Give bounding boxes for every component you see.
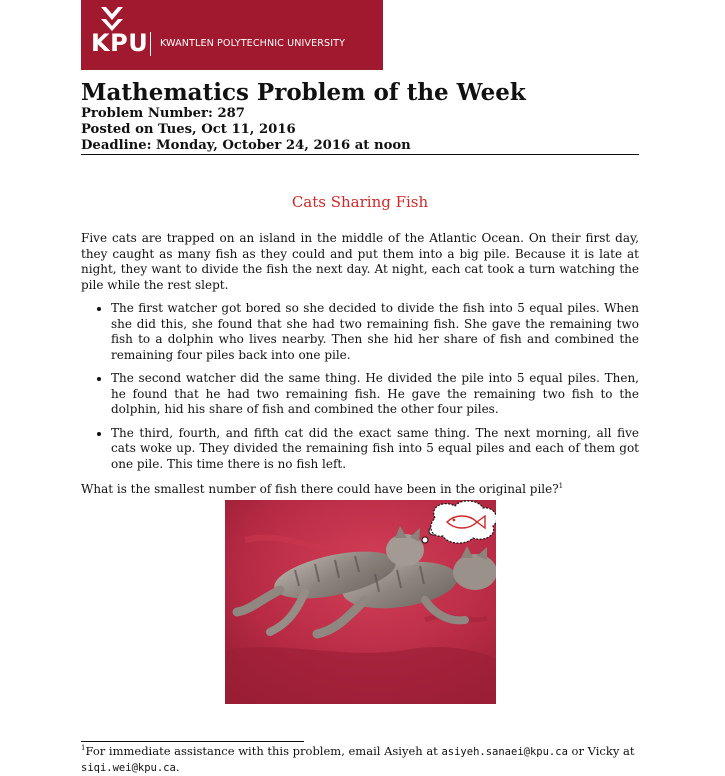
problem-body [81,231,639,498]
sleeping-cats-photo [225,500,496,704]
email-link-asiyeh[interactable]: asiyeh.sanaei@kpu.ca [441,746,568,758]
list-item: • The second watcher did the same thing. He divided the pile into 5 equal piles. Then, he found that he had two remaining fish. He gave the remaining two fish to the dolphin, hid his share of fish and combined the other four piles. [111,371,639,418]
page-title: Mathematics Problem of the Week [81,79,526,106]
footnote [81,744,641,776]
footnote-text-after: . [175,760,180,774]
email-link-vicky[interactable]: siqi.wei@kpu.ca [81,762,176,774]
kpu-logo-icon [95,5,129,31]
problem-number: Problem Number: 287 [81,106,245,121]
cats-illustration [225,500,496,704]
question-text: What is the smallest number of fish there could have been in the original pile? [81,482,559,496]
logo-divider [150,32,151,56]
problem-intro: Five cats are trapped on an island in the middle of the Atlantic Ocean. On their first day, they caught as many fish as they could and put them into a big pile. Because it is late at night, they want to divide the fish the next day. At night, each cat took a turn watching the pile while the rest slept. [81,231,639,292]
logo-text: KPU [91,29,149,57]
list-item: • The first watcher got bored so she decided to divide the fish into 5 equal piles. When she did this, she found that she had two remaining fish. She gave the remaining two fish to a dolphin who lives nearby. Then she hid her share of fish and combined the remaining four piles back into one pile. [111,301,639,363]
footnote-text-before: For immediate assistance with this problem, email Asiyeh at [85,744,442,758]
posted-date: Posted on Tues, Oct 11, 2016 [81,122,296,137]
list-item: • The third, fourth, and fifth cat did the exact same thing. The next morning, all five cats woke up. They divided the remaining fish into 5 equal piles and each of them got one pile. This time there is no fish left. [111,426,639,473]
footnote-rule [81,741,304,742]
footnote-number: 1 [81,744,86,753]
kpu-banner [81,0,383,70]
problem-question [81,482,639,498]
footnote-text-middle: or Vicky at [567,744,635,758]
university-name: KWANTLEN POLYTECHNIC UNIVERSITY [160,38,346,49]
watcher-list [81,301,639,472]
header-rule [81,154,639,155]
document-header [81,79,639,154]
problem-title: Cats Sharing Fish [291,193,429,211]
deadline: Deadline: Monday, October 24, 2016 at noon [81,138,411,153]
footnote-marker[interactable]: 1 [558,482,564,490]
